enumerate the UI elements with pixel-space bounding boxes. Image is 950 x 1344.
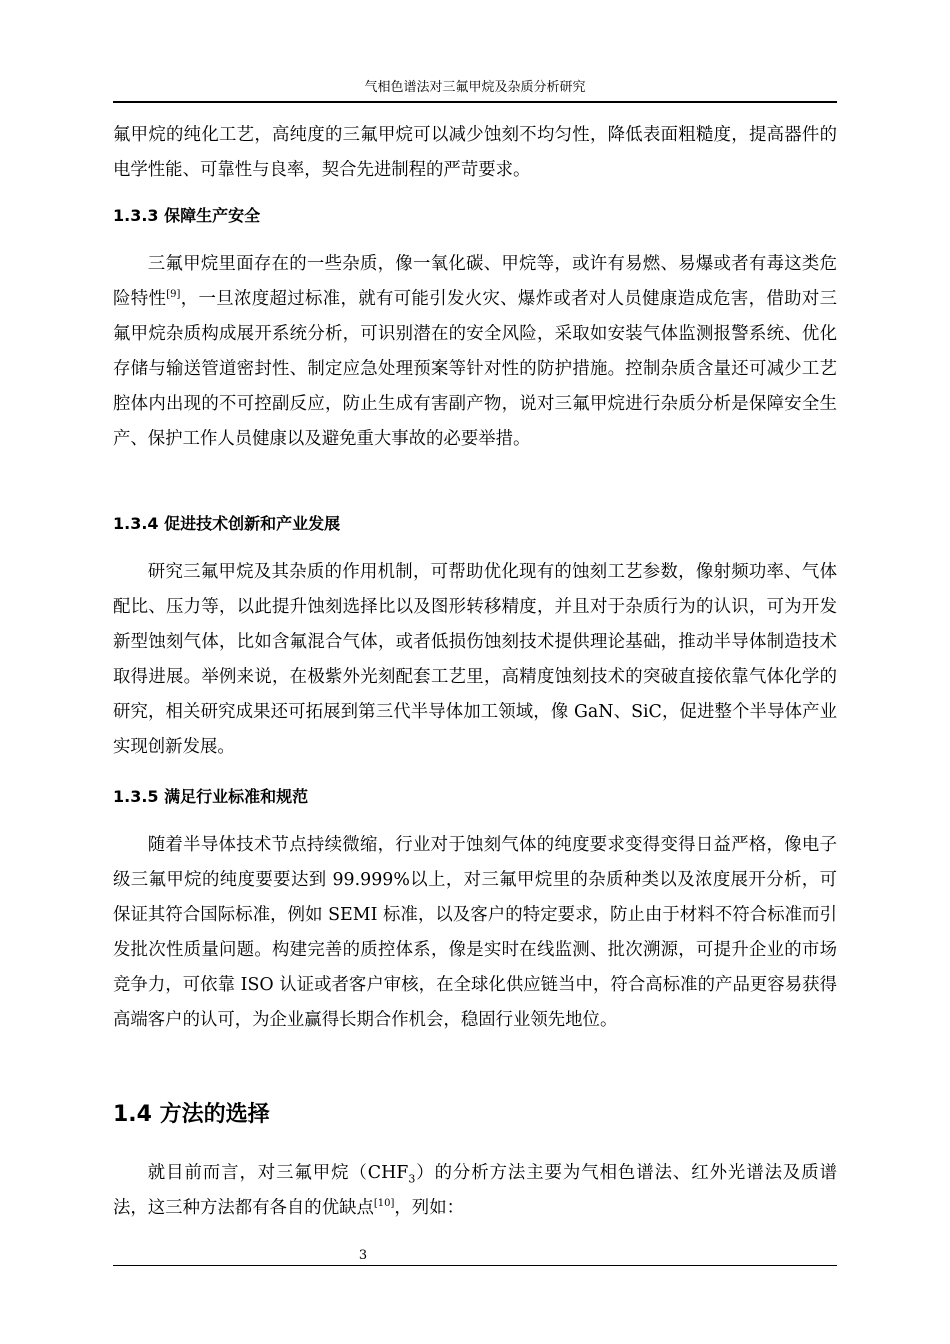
paragraph-text: ）的分析方法主要为气相色谱法、红外光谱法及质谱法，这三种方法都有各自的优缺点 — [113, 1163, 837, 1218]
citation-9: [9] — [166, 289, 181, 301]
section-1-3-5-paragraph: 随着半导体技术节点持续微缩，行业对于蚀刻气体的纯度要求变得变得日益严格，像电子级三氟甲烷的纯度要要达到 99.999%以上，对三氟甲烷里的杂质种类以及浓度展开分析，可保证其符合国际标准，例如 SEMI 标准，以及客户的特定要求，防止由于材料不符合标准而引发批次性质量问题。构建完善的质控体系，像是实时在线监测、批次溯源，可提升企业的市场竞争力，可依靠 ISO 认证或者客户审核，在全球化供应链当中，符合高标准的产品更容易获得高端客户的认可，为企业赢得长期合作机会，稳固行业领先地位。 — [113, 835, 837, 1030]
paragraph-text: ，列如： — [394, 1198, 464, 1218]
paragraph-text: ，一旦浓度超过标准，就有可能引发火灾、爆炸或者对人员健康造成危害，借助对三氟甲烷杂质构成展开系统分析，可识别潜在的安全风险，采取如安装气体监测报警系统、优化存储与输送管道密封性、制定应急处理预案等针对性的防护措施。控制杂质含量还可减少工艺腔体内出现的不可控副反应，防止生成有害副产物，说对三氟甲烷进行杂质分析是保障安全生产、保护工作人员健康以及避免重大事故的必要举措。 — [113, 289, 837, 449]
section-1-3-3-paragraph — [113, 247, 837, 457]
running-header: 气相色谱法对三氟甲烷及杂质分析研究 — [364, 80, 586, 95]
section-heading-1-3-4: 1.3.4 促进技术创新和产业发展 — [113, 514, 341, 533]
paragraph-text: 三氟甲烷里面存在的一些杂质，像一氧化碳、甲烷等，或许有易燃、易爆或者有毒这类危险特性 — [113, 254, 837, 309]
footer-divider — [113, 1265, 837, 1266]
section-1-4-paragraph — [113, 1156, 837, 1226]
section-heading-1-3-5: 1.3.5 满足行业标准和规范 — [113, 787, 309, 806]
subscript-3: 3 — [408, 1172, 416, 1186]
section-1-3-4-paragraph: 研究三氟甲烷及其杂质的作用机制，可帮助优化现有的蚀刻工艺参数，像射频功率、气体配比、压力等，以此提升蚀刻选择比以及图形转移精度，并且对于杂质行为的认识，可为开发新型蚀刻气体，比如含氟混合气体，或者低损伤蚀刻技术提供理论基础，推动半导体制造技术取得进展。举例来说，在极紫外光刻配套工艺里，高精度蚀刻技术的突破直接依靠气体化学的研究，相关研究成果还可拓展到第三代半导体加工领域，像 GaN、SiC，促进整个半导体产业实现创新发展。 — [113, 562, 837, 757]
header-divider — [113, 101, 837, 103]
paragraph-text: 就目前而言，对三氟甲烷（CHF — [147, 1163, 409, 1183]
section-heading-1-3-3: 1.3.3 保障生产安全 — [113, 206, 261, 225]
citation-10: [10] — [373, 1198, 395, 1210]
page-number: 3 — [358, 1248, 368, 1263]
section-heading-1-4: 1.4 方法的选择 — [113, 1102, 270, 1127]
intro-paragraph: 氟甲烷的纯化工艺，高纯度的三氟甲烷可以减少蚀刻不均匀性，降低表面粗糙度，提高器件的电学性能、可靠性与良率，契合先进制程的严苛要求。 — [113, 125, 837, 180]
